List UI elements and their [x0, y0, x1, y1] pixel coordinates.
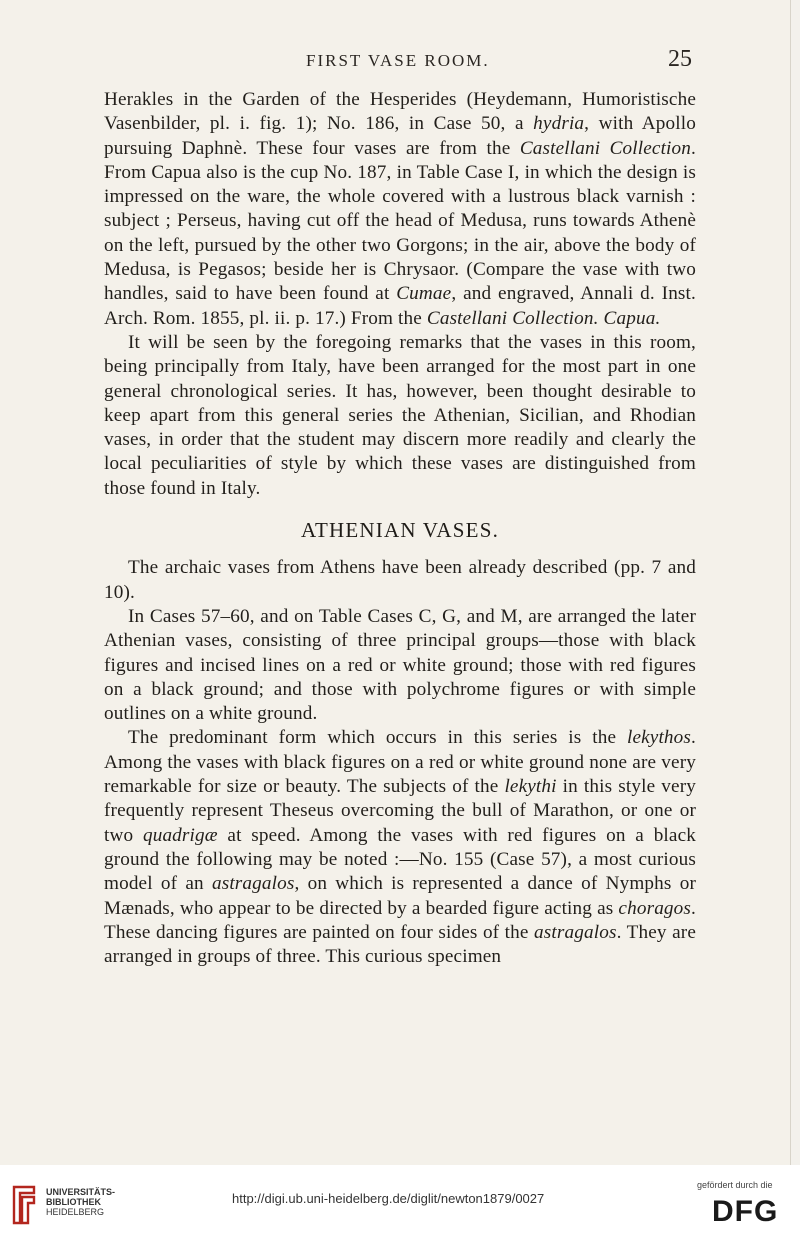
- italic-term: Cumae: [396, 283, 452, 305]
- institution-line-2: BIBLIOTHEK: [46, 1197, 101, 1207]
- text-run: , on which is represented a dance of Nymphs or Mænads, who appear to be directed by a bearded figure acting as: [104, 873, 697, 919]
- institution-line-1: UNIVERSITÄTS-: [46, 1187, 116, 1197]
- paragraph-p4: [104, 605, 696, 726]
- running-head: [0, 46, 790, 74]
- text-run: . They are arranged in groups of three. This curious specimen: [104, 921, 697, 968]
- text-run: in this style very frequently represent Theseus overcoming the bull of Marathon, or one or two: [104, 776, 696, 846]
- svg-text:DFG: DFG: [712, 1195, 779, 1225]
- italic-term: astragalos: [211, 873, 295, 895]
- paragraph-p5: [104, 726, 696, 969]
- body-text: [104, 88, 696, 969]
- university-library-logo-icon: [8, 1183, 40, 1227]
- paragraph-p3: [104, 556, 696, 605]
- italic-term: lekythos: [626, 727, 692, 749]
- funded-by-label: gefördert durch die: [697, 1180, 773, 1190]
- italic-term: astragalos: [534, 921, 617, 943]
- italic-term: Castellani Collection: [519, 137, 692, 159]
- italic-term: choragos: [618, 897, 692, 919]
- institution-name: [46, 1187, 115, 1217]
- text-run: , with Apollo pursuing Daphnè. These four vases are from the: [104, 113, 696, 159]
- text-run: In Cases 57–60, and on Table Cases C, G, and M, are arranged the later Athenian vases, consisting of three principal groups—those with black figures and incised lines on a red or white ground; those with red figures on a black ground; and those with polychrome figures or with simple outlines on a white ground.: [104, 605, 696, 725]
- italic-term: quadrigæ: [142, 824, 218, 846]
- text-run: Herakles in the Garden of the Hesperides (Heydemann, Humoristische Vasenbilder, pl. i. fig. 1); No. 186, in Case 50, a: [104, 89, 696, 135]
- paragraphs-before-heading: [104, 88, 696, 501]
- running-title: FIRST VASE ROOM.: [306, 51, 490, 70]
- institution-line-3: HEIDELBERG: [46, 1207, 105, 1217]
- italic-term: hydria: [533, 113, 585, 135]
- italic-term: lekythi: [504, 776, 557, 798]
- text-run: It will be seen by the foregoing remarks that the vases in this room, being principally from Italy, have been arranged for the most part in one general chronological series. It has, however, been thought desirable to keep apart from this general series the Athenian, Sicilian, and Rhodian vases, in order that the student may discern more readily and clearly the local peculiarities of style by which these vases are distinguished from those found in Italy.: [104, 331, 696, 499]
- text-run: . Among the vases with black figures on a red or white ground none are very remarkable for size or beauty. The subjects of the: [104, 727, 696, 798]
- dfg-logo-icon: [712, 1195, 790, 1225]
- text-run: . From Capua also is the cup No. 187, in Table Case I, in which the design is impressed on the ware, the whole covered with a lustrous black varnish : subject ; Perseus, having cut off the head of Medusa, runs towards Athenè on the left, pursued by the other two Gorgons; in the air, above the body of Medusa, is Pegasos; beside her is Chrysaor. (Compare the vase with two handles, said to have been found at: [104, 137, 696, 305]
- text-run: , and engraved, Annali d. Inst. Arch. Rom. 1855, pl. ii. p. 17.) From the: [104, 283, 696, 329]
- section-heading: ATHENIAN VASES.: [300, 518, 500, 543]
- page-number: 25: [668, 46, 692, 72]
- paragraph-p2: [104, 331, 696, 501]
- text-run: at speed. Among the vases with red figures on a black ground the following may be noted :—No. 155 (Case 57), a most curious model of an: [104, 824, 696, 895]
- paragraphs-after-heading: [104, 556, 696, 969]
- digital-copy-url[interactable]: http://digi.ub.uni-heidelberg.de/diglit/newton1879/0027: [232, 1191, 545, 1206]
- text-run: The archaic vases from Athens have been already described (pp. 7 and 10).: [104, 557, 696, 603]
- text-run: . These dancing figures are painted on four sides of the: [104, 897, 696, 943]
- footer: [0, 1165, 800, 1233]
- paragraph-p1: [104, 88, 696, 331]
- text-run: The predominant form which occurs in this series is the: [128, 727, 627, 749]
- italic-term: Castellani Collection. Capua.: [426, 307, 661, 329]
